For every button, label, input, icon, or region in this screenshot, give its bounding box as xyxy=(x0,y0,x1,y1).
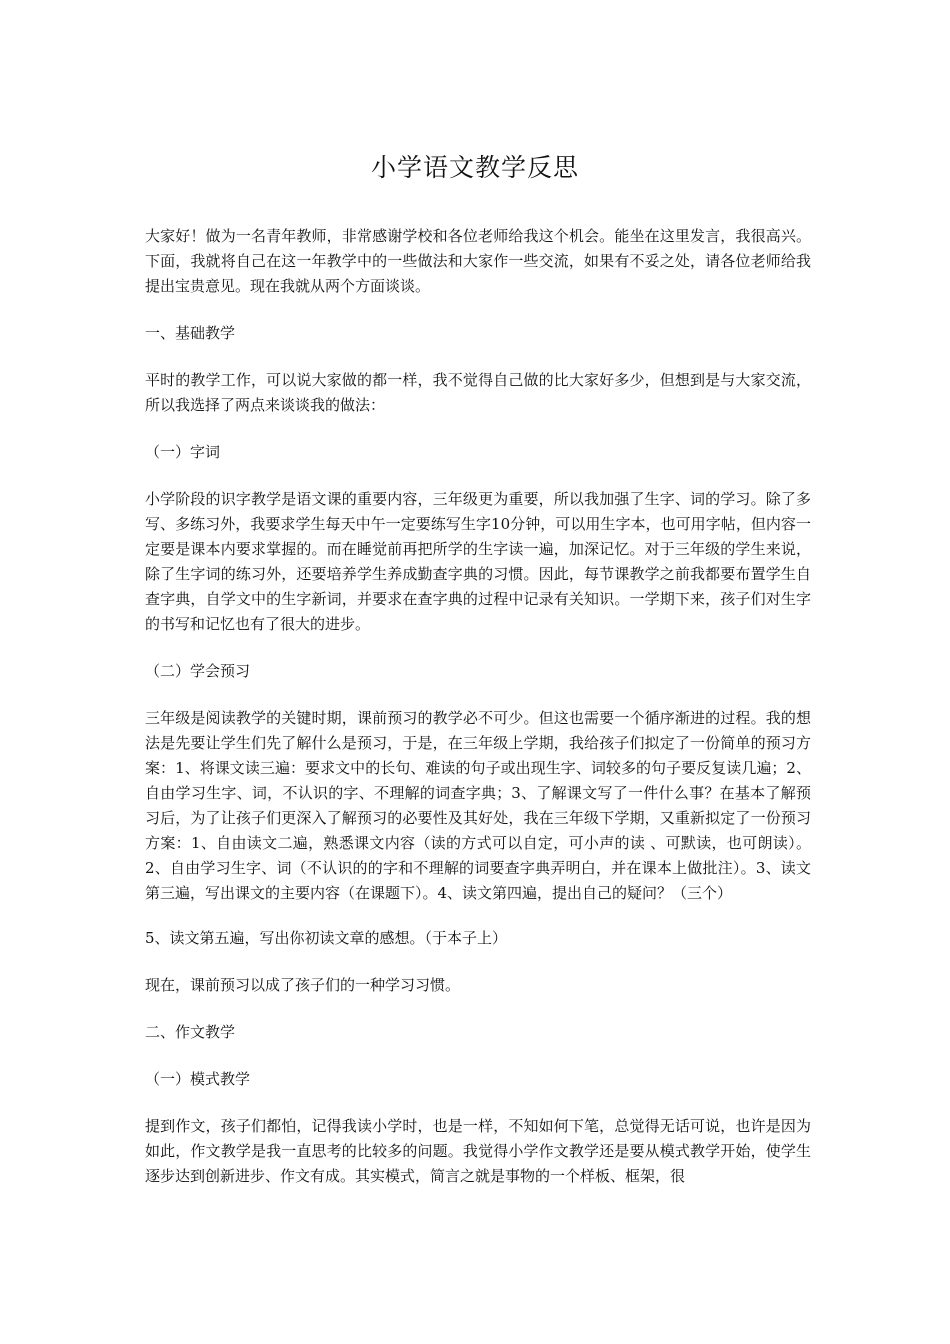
paragraph-preview-habit: 现在，课前预习以成了孩子们的一种学习习惯。 xyxy=(145,976,461,994)
heading-composition-teaching: 二、作文教学 xyxy=(145,1023,236,1041)
paragraph-greeting: 大家好！做为一名青年教师，非常感谢学校和各位老师给我这个机会。能坐在这里发言，我很高兴。下面，我就将自己在这一年教学中的一些做法和大家作一些交流，如果有不妥之处，请各位老师给我提出宝贵意见。现在我就从两个方面谈谈。 xyxy=(145,227,811,295)
document-title: 小学语文教学反思 xyxy=(370,153,579,182)
subheading-preview: （二）学会预习 xyxy=(145,662,251,680)
paragraph-model-teaching: 提到作文，孩子们都怕，记得我读小学时，也是一样，不知如何下笔，总觉得无话可说，也许是因为如此，作文教学是我一直思考的比较多的问题。我觉得小学作文教学还是要从模式教学开始，使学生逐步达到创新进步、作文有成。其实模式，简言之就是事物的一个样板、框架，很 xyxy=(145,1117,811,1185)
paragraph-preview: 三年级是阅读教学的关键时期，课前预习的教学必不可少。但这也需要一个循序渐进的过程。我的想法是先要让学生们先了解什么是预习，于是，在三年级上学期，我给孩子们拟定了一份简单的预习方案：1、将课文读三遍：要求文中的长句、难读的句子或出现生字、词较多的句子要反复读几遍；2、自由学习生字、词，不认识的字、不理解的词查字典；3、了解课文写了一件什么事？在基本了解预习后，为了让孩子们更深入了解预习的必要性及其好处，我在三年级下学期，又重新拟定了一份预习方案：1、自由读文二遍，熟悉课文内容（读的方式可以自定，可小声的读 、可默读，也可朗读）。2、自由学习生字、词（不认识的的字和不理解的词要查字典弄明白，并在课本上做批注）。3、读文第三遍，写出课文的主要内容（在课题下）。4、读文第四遍，提出自己的疑问？（三个） xyxy=(145,709,811,902)
subheading-characters: （一）字词 xyxy=(145,443,221,461)
heading-basic-teaching: 一、基础教学 xyxy=(145,324,236,342)
subheading-model-teaching: （一）模式教学 xyxy=(145,1070,251,1088)
document-body xyxy=(145,224,811,1189)
paragraph-characters: 小学阶段的识字教学是语文课的重要内容，三年级更为重要，所以我加强了生字、词的学习。除了多写、多练习外，我要求学生每天中午一定要练写生字10分钟，可以用生字本，也可用字帖，但内容一定要是课本内要求掌握的。而在睡觉前再把所学的生字读一遍，加深记忆。对于三年级的学生来说，除了生字词的练习外，还要培养学生养成勤查字典的习惯。因此，每节课教学之前我都要布置学生自查字典，自学文中的生字新词，并要求在查字典的过程中记录有关知识。一学期下来，孩子们对生字的书写和记忆也有了很大的进步。 xyxy=(145,490,811,633)
paragraph-basic-teaching-intro: 平时的教学工作，可以说大家做的都一样，我不觉得自己做的比大家好多少，但想到是与大家交流，所以我选择了两点来谈谈我的做法： xyxy=(145,371,811,414)
paragraph-fifth-reading: 5、读文第五遍，写出你初读文章的感想。（于本子上） xyxy=(145,929,508,947)
